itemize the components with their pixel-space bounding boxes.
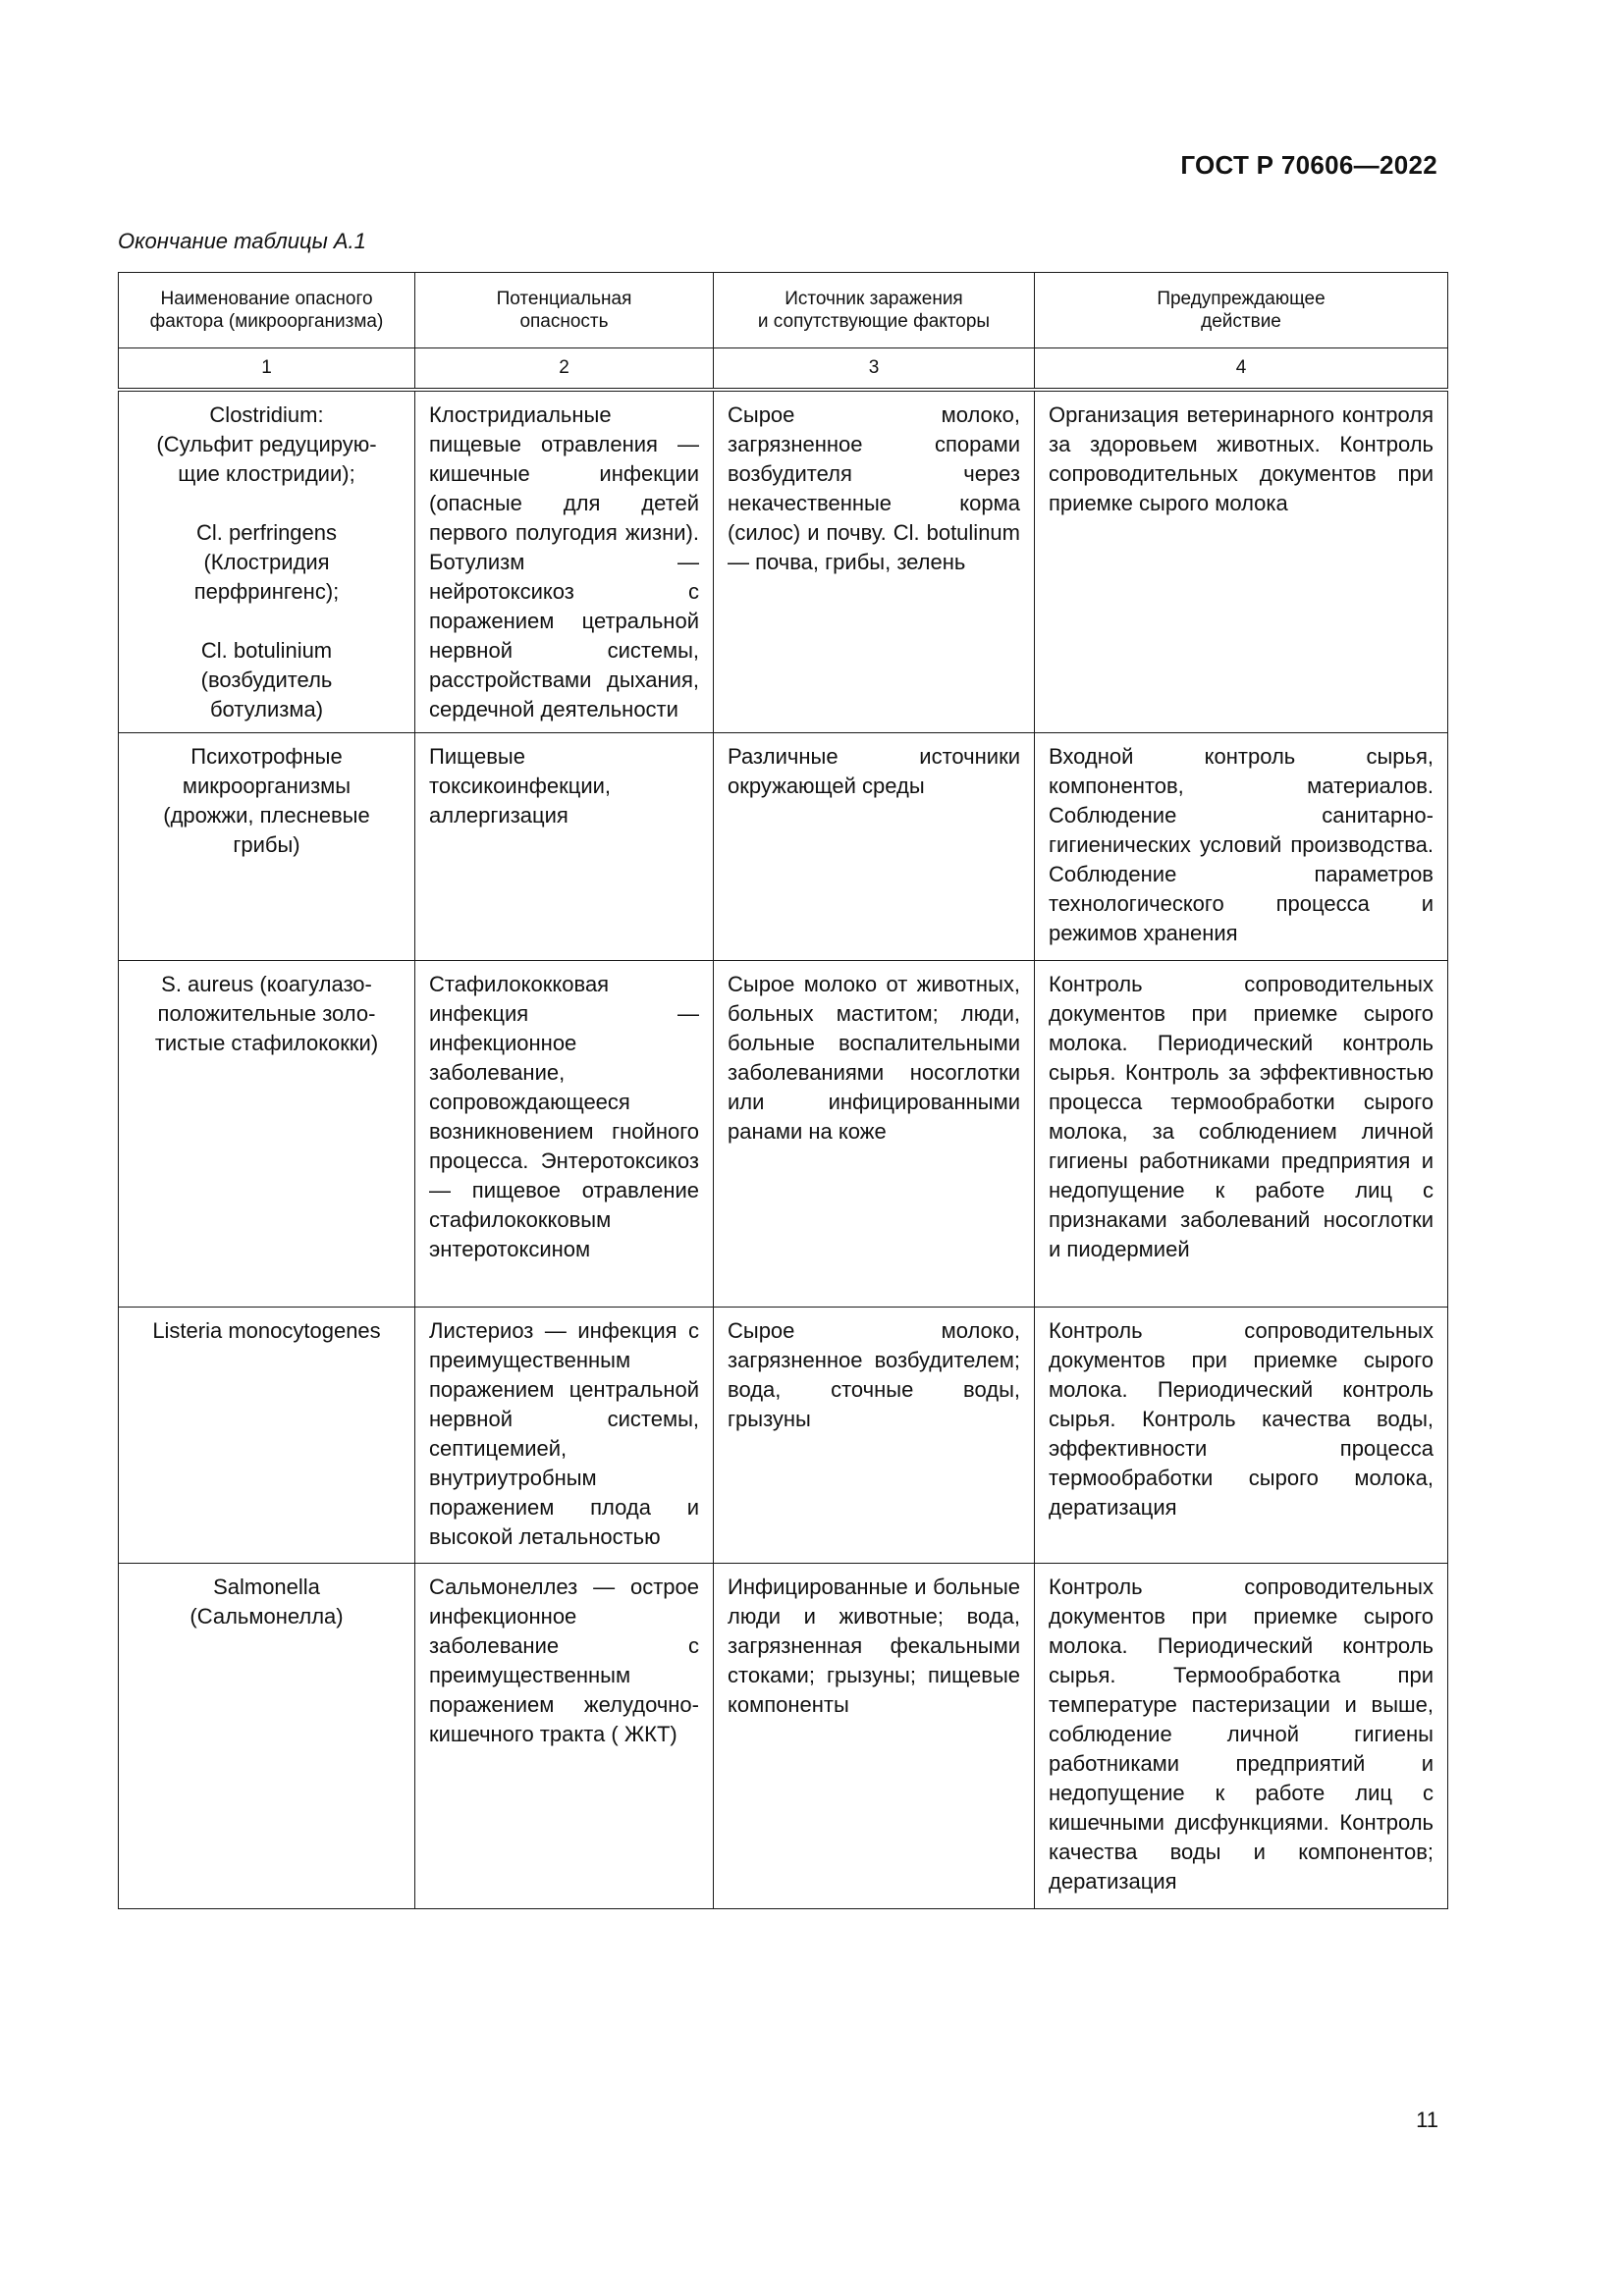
table-caption: Окончание таблицы А.1 [118, 229, 366, 253]
document-code: ГОСТ Р 70606—2022 [1180, 150, 1437, 180]
infection-source: Сырое молоко, загрязненное спорами возбудителя через некачественные корма (силос) и почву. Cl. botulinum — почва, грибы, зелень [714, 390, 1035, 733]
hazard-factor-name: Clostridium: (Сульфит редуцирую- щие клостридии); Cl. perfringens (Клостридия перфрингенс); Cl. botulinium (возбудитель ботулизма) [119, 390, 415, 733]
potential-hazard: Сальмонеллез — острое инфекционное заболевание с преимущественным поражением желудочно-кишечного тракта ( ЖКТ) [415, 1564, 714, 1909]
column-header-preventive-action: Предупреждающее действие [1035, 273, 1448, 348]
infection-source: Инфицированные и больные люди и животные; вода, загрязненная фекальными стоками; грызуны; пищевые компоненты [714, 1564, 1035, 1909]
preventive-action: Контроль сопроводительных документов при приемке сырого молока. Периодический контроль сырья. Термообработка при температуре пастеризации и выше, соблюдение личной гигиены работниками предприятий и недопущение к работе лиц с кишечными дисфункциями. Контроль качества воды и компонентов; дератизация [1035, 1564, 1448, 1909]
column-number: 1 [119, 348, 415, 391]
table-header-row [119, 273, 1448, 348]
table-row [119, 390, 1448, 733]
column-header-hazard-factor: Наименование опасного фактора (микроорганизма) [119, 273, 415, 348]
page-number: 11 [1416, 2108, 1438, 2132]
infection-source: Сырое молоко от животных, больных маститом; люди, больные воспалительными заболеваниями носоглотки или инфицированными ранами на коже [714, 961, 1035, 1308]
preventive-action: Контроль сопроводительных документов при приемке сырого молока. Периодический контроль сырья. Контроль качества воды, эффективности процесса термообработки сырого молока, дератизация [1035, 1308, 1448, 1564]
column-header-potential-hazard: Потенциальная опасность [415, 273, 714, 348]
preventive-action: Организация ветеринарного контроля за здоровьем животных. Контроль сопроводительных документов при приемке сырого молока [1035, 390, 1448, 733]
hazard-factor-name: S. aureus (коагулазо- положительные золо- тистые стафилококки) [119, 961, 415, 1308]
potential-hazard: Клостридиальные пищевые отравления — кишечные инфекции (опасные для детей первого полугодия жизни). Ботулизм — нейротоксикоз с поражением цетральной нервной системы, расстройствами дыхания, сердечной деятельности [415, 390, 714, 733]
table-row [119, 733, 1448, 961]
hazard-factor-name: Listeria monocytogenes [119, 1308, 415, 1564]
hazard-table [118, 272, 1448, 1909]
column-number: 4 [1035, 348, 1448, 391]
column-number: 3 [714, 348, 1035, 391]
table-row [119, 1308, 1448, 1564]
hazard-factor-name: Salmonella (Сальмонелла) [119, 1564, 415, 1909]
potential-hazard: Листериоз — инфекция с преимущественным поражением центральной нервной системы, септицемией, внутриутробным поражением плода и высокой летальностью [415, 1308, 714, 1564]
infection-source: Различные источники окружающей среды [714, 733, 1035, 961]
potential-hazard: Пищевые токсикоинфекции, аллергизация [415, 733, 714, 961]
hazard-factor-name: Психотрофные микроорганизмы (дрожжи, плесневые грибы) [119, 733, 415, 961]
infection-source: Сырое молоко, загрязненное возбудителем; вода, сточные воды, грызуны [714, 1308, 1035, 1564]
column-number-row [119, 348, 1448, 391]
column-header-source: Источник заражения и сопутствующие факторы [714, 273, 1035, 348]
table-row [119, 1564, 1448, 1909]
preventive-action: Контроль сопроводительных документов при приемке сырого молока. Периодический контроль сырья. Контроль за эффективностью процесса термообработки сырого молока, за соблюдением личной гигиены работниками предприятия и недопущение к работе лиц с признаками заболеваний носоглотки и пиодермией [1035, 961, 1448, 1308]
column-number: 2 [415, 348, 714, 391]
table-row [119, 961, 1448, 1308]
preventive-action: Входной контроль сырья, компонентов, материалов. Соблюдение санитарно-гигиенических условий производства. Соблюдение параметров технологического процесса и режимов хранения [1035, 733, 1448, 961]
potential-hazard: Стафилококковая инфекция — инфекционное заболевание, сопровождающееся возникновением гнойного процесса. Энтеротоксикоз — пищевое отравление стафилококковым энтеротоксином [415, 961, 714, 1308]
